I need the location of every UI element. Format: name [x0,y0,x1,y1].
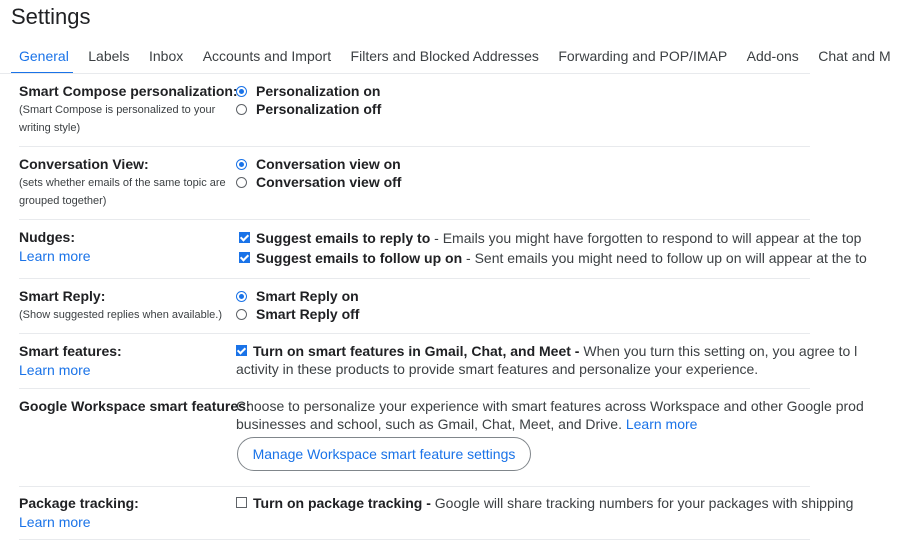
section-divider [19,388,810,389]
tab-forwarding-and-pop-imap[interactable]: Forwarding and POP/IMAP [558,48,728,64]
nudges-learn-more-link[interactable]: Learn more [19,248,91,264]
tab-chat-and-meet[interactable]: Chat and M [818,48,891,64]
package-tracking-desc: Google will share tracking numbers for your packages with shipping [430,495,854,511]
suggest-reply-checkbox[interactable] [239,232,250,243]
conversation-view-label-group [19,155,231,210]
suggest-reply-option[interactable] [239,229,861,247]
package-tracking-title: Package tracking: [19,495,139,511]
conversation-view-on-option[interactable] [236,155,401,173]
suggest-reply-desc: - Emails you might have forgotten to respond to will appear at the top [430,230,862,246]
tab-accounts-and-import[interactable]: Accounts and Import [202,48,332,64]
personalization-off-label: Personalization off [256,101,382,117]
smart-reply-on-label: Smart Reply on [256,288,359,304]
workspace-desc-2-group [236,415,697,433]
conversation-view-off-radio[interactable] [236,177,247,188]
tab-inbox[interactable]: Inbox [148,48,184,64]
package-tracking-label: Turn on package tracking - [253,495,431,511]
tab-filters-and-blocked-addresses[interactable]: Filters and Blocked Addresses [350,48,539,64]
tab-labels[interactable]: Labels [88,48,130,64]
settings-tabs [11,44,891,74]
page-title: Settings [11,4,91,29]
package-tracking-checkbox[interactable] [236,497,247,508]
personalization-off-option[interactable] [236,100,381,118]
conversation-view-on-radio[interactable] [236,159,247,170]
conversation-view-on-label: Conversation view on [256,156,401,172]
smart-features-checkbox[interactable] [236,345,247,356]
smart-features-desc-2: activity in these products to provide smart features and personalize your experience. [236,361,759,377]
workspace-desc-1: Choose to personalize your experience with smart features across Workspace and other Google prod [236,398,864,414]
suggest-follow-up-option[interactable] [239,249,867,267]
smart-features-learn-more-link[interactable]: Learn more [19,362,91,378]
package-tracking-label-group [19,494,231,532]
package-tracking-learn-more-link[interactable]: Learn more [19,514,91,530]
tab-general[interactable]: General [11,44,73,74]
smart-compose-desc: (Smart Compose is personalized to your writing style) [19,104,216,134]
workspace-desc-2: businesses and school, such as Gmail, Chat, Meet, and Drive. [236,416,622,432]
workspace-title: Google Workspace smart features: [19,398,251,414]
section-divider [19,486,810,487]
section-divider [19,278,810,279]
suggest-follow-up-desc: - Sent emails you might need to follow up on will appear at the to [462,250,867,266]
smart-features-desc-1: When you turn this setting on, you agree to l [579,343,858,359]
section-divider [19,219,810,220]
conversation-view-title: Conversation View: [19,156,149,172]
suggest-reply-label: Suggest emails to reply to [256,230,431,246]
tabs-divider [0,73,810,74]
section-divider [19,146,810,147]
smart-reply-desc: (Show suggested replies when available.) [19,309,223,321]
workspace-label-group [19,397,251,415]
smart-reply-on-option[interactable] [236,287,359,305]
package-tracking-option[interactable] [236,494,853,512]
workspace-learn-more-link[interactable]: Learn more [625,416,698,432]
smart-reply-off-radio[interactable] [236,309,247,320]
conversation-view-off-label: Conversation view off [256,174,402,190]
suggest-follow-up-checkbox[interactable] [239,252,250,263]
personalization-on-label: Personalization on [256,83,381,99]
smart-reply-label-group [19,287,231,324]
manage-workspace-settings-button[interactable]: Manage Workspace smart feature settings [237,437,531,471]
smart-reply-off-option[interactable] [236,305,359,323]
personalization-off-radio[interactable] [236,104,247,115]
smart-compose-title: Smart Compose personalization: [19,83,238,99]
nudges-title: Nudges: [19,229,75,245]
conversation-view-off-option[interactable] [236,173,401,191]
smart-reply-title: Smart Reply: [19,288,106,304]
personalization-on-option[interactable] [236,82,380,100]
smart-features-label-group [19,342,231,380]
nudges-label-group [19,228,231,266]
suggest-follow-up-label: Suggest emails to follow up on [256,250,463,266]
smart-reply-off-label: Smart Reply off [256,306,360,322]
conversation-view-desc: (sets whether emails of the same topic are grouped together) [19,177,226,207]
smart-features-label: Turn on smart features in Gmail, Chat, and Meet - [253,343,580,359]
personalization-on-radio[interactable] [236,86,247,97]
smart-compose-label-group [19,82,238,137]
tab-add-ons[interactable]: Add-ons [746,48,799,64]
smart-features-option[interactable] [236,342,857,360]
section-divider [19,333,810,334]
smart-features-title: Smart features: [19,343,122,359]
smart-reply-on-radio[interactable] [236,291,247,302]
